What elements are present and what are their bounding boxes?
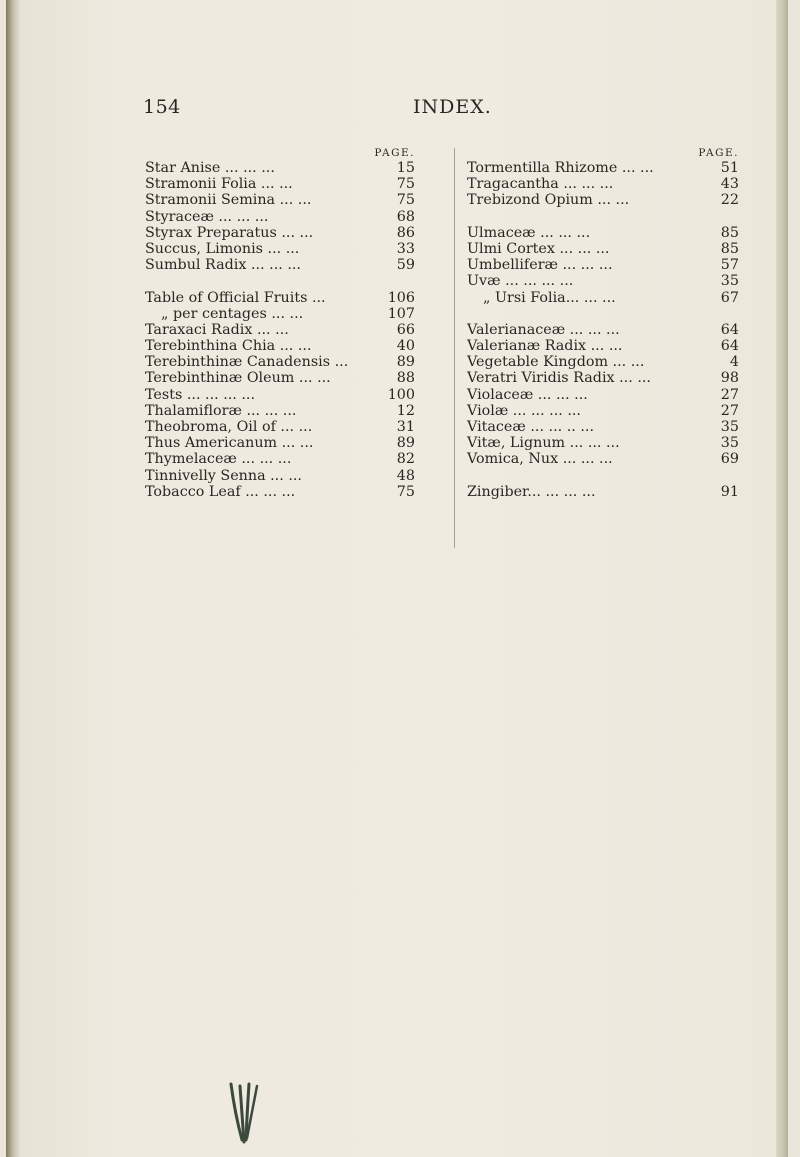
entry-name: Valerianaceæ ... ... ... [467,321,620,338]
entry-page: 48 [396,467,415,484]
entry-name: Valerianæ Radix ... ... [467,338,623,355]
entry-name: Tests ... ... ... ... [145,386,256,403]
index-entry [467,419,739,435]
index-entry [145,160,415,176]
entry-page: 15 [396,160,415,176]
entry-page: 91 [720,483,739,500]
entry-name: Thalamifloræ ... ... ... [145,402,297,419]
entry-name: Uvæ ... ... ... ... [467,273,574,290]
index-entry [145,241,415,257]
index-entry [145,257,415,273]
entry-name: Violæ ... ... ... ... [467,402,581,419]
entry-page: 67 [720,289,739,306]
entry-page: 27 [720,402,739,419]
entry-page: 57 [720,257,739,274]
index-entry [145,192,415,208]
entry-name: Vegetable Kingdom ... ... [467,354,645,371]
index-entry [145,225,415,241]
entry-page: 68 [396,208,415,225]
entry-name: Vitæ, Lignum ... ... ... [467,435,620,452]
index-entry [467,354,739,370]
entry-page: 85 [720,224,739,241]
index-entry [467,338,739,354]
entry-name: „ Ursi Folia... ... ... [483,289,616,306]
entry-name: Umbelliferæ ... ... ... [467,257,613,274]
entry-page: 43 [720,176,739,193]
entry-name: Zingiber... ... ... ... [467,483,596,500]
index-entry [145,387,415,403]
page-number: 154 [143,96,181,118]
page-binding-edge [6,0,20,1157]
entry-page: 4 [729,354,739,371]
index-entry [467,273,739,289]
entry-name: Thymelaceæ ... ... ... [145,451,292,468]
entry-name: Terebinthina Chia ... ... [145,338,312,355]
entry-page: 75 [396,176,415,193]
entry-name: Tragacantha ... ... ... [467,176,614,193]
entry-name: Sumbul Radix ... ... ... [145,257,301,274]
entry-page: 75 [396,483,415,500]
entry-page: 66 [396,321,415,338]
entry-page: 88 [396,370,415,387]
index-entry [145,484,415,500]
entry-name: Tobacco Leaf ... ... ... [145,483,296,500]
entry-page: 107 [387,305,415,322]
index-entry [145,468,415,484]
index-entry [145,370,415,386]
entry-page: 64 [720,321,739,338]
entry-name: Vomica, Nux ... ... ... [467,451,613,468]
index-entry [467,322,739,338]
index-entry [467,451,739,467]
page-column-heading: PAGE. [374,147,415,159]
entry-name: Tormentilla Rhizome ... ... [467,160,654,176]
entry-page: 98 [720,370,739,387]
entry-page: 35 [720,419,739,435]
index-column-right [467,146,739,500]
index-entry [467,241,739,257]
index-entry [145,209,415,225]
entry-name: Styraceæ ... ... ... [145,208,269,225]
index-entry [467,484,739,500]
entry-name: Veratri Viridis Radix ... ... [467,370,651,387]
entry-name: Theobroma, Oil of ... ... [145,419,313,435]
column-divider [454,148,455,548]
running-title: INDEX. [413,96,492,118]
index-entry [467,176,739,192]
page-right-edge [776,0,788,1157]
index-entry [145,338,415,354]
index-entry [145,451,415,467]
entry-page: 31 [396,419,415,435]
entry-name: Stramonii Semina ... ... [145,192,312,209]
entry-name: Vitaceæ ... ... .. ... [467,419,594,435]
entry-page: 82 [396,451,415,468]
index-entry [467,257,739,273]
entry-page: 35 [720,273,739,290]
entry-name: Thus Americanum ... ... [145,435,314,452]
entry-page: 69 [720,451,739,468]
entry-page: 33 [396,240,415,257]
entry-page: 100 [387,386,415,403]
index-entry [467,225,739,241]
index-entry [145,290,415,306]
index-entry [467,192,739,208]
entry-name: „ per centages ... ... [161,305,304,322]
entry-page: 89 [396,435,415,452]
index-entry [467,370,739,386]
entry-name: Star Anise ... ... ... [145,160,275,176]
entry-name: Terebinthinæ Canadensis ... [145,354,349,371]
page-column-heading: PAGE. [698,147,739,159]
entry-name: Succus, Limonis ... ... [145,240,300,257]
entry-page: 106 [387,289,415,306]
entry-name: Ulmaceæ ... ... ... [467,224,591,241]
entry-page: 75 [396,192,415,209]
entry-name: Styrax Preparatus ... ... [145,224,314,241]
index-entry [145,306,415,322]
index-entry [145,176,415,192]
entry-name: Taraxaci Radix ... ... [145,321,289,338]
index-entry [467,435,739,451]
entry-page: 64 [720,338,739,355]
entry-name: Terebinthinæ Oleum ... ... [145,370,331,387]
index-entry [145,435,415,451]
entry-page: 12 [396,402,415,419]
index-entry [145,419,415,435]
entry-page: 35 [720,435,739,452]
entry-page: 89 [396,354,415,371]
entry-page: 51 [720,160,739,176]
entry-page: 86 [396,224,415,241]
index-column-left [145,146,415,500]
page-header [0,96,800,126]
index-entry [467,403,739,419]
entry-name: Ulmi Cortex ... ... ... [467,240,610,257]
entry-page: 40 [396,338,415,355]
entry-page: 85 [720,240,739,257]
index-entry [467,160,739,176]
entry-page: 59 [396,257,415,274]
entry-page: 22 [720,192,739,209]
index-entry [467,290,739,306]
index-entry [145,322,415,338]
index-entry [145,354,415,370]
entry-name: Violaceæ ... ... ... [467,386,588,403]
index-entry [467,387,739,403]
index-entry [145,403,415,419]
entry-name: Table of Official Fruits ... [145,289,326,306]
entry-page: 27 [720,386,739,403]
entry-name: Stramonii Folia ... ... [145,176,293,193]
entry-name: Trebizond Opium ... ... [467,192,630,209]
entry-name: Tinnivelly Senna ... ... [145,467,302,484]
library-stamp-icon [227,1080,261,1146]
